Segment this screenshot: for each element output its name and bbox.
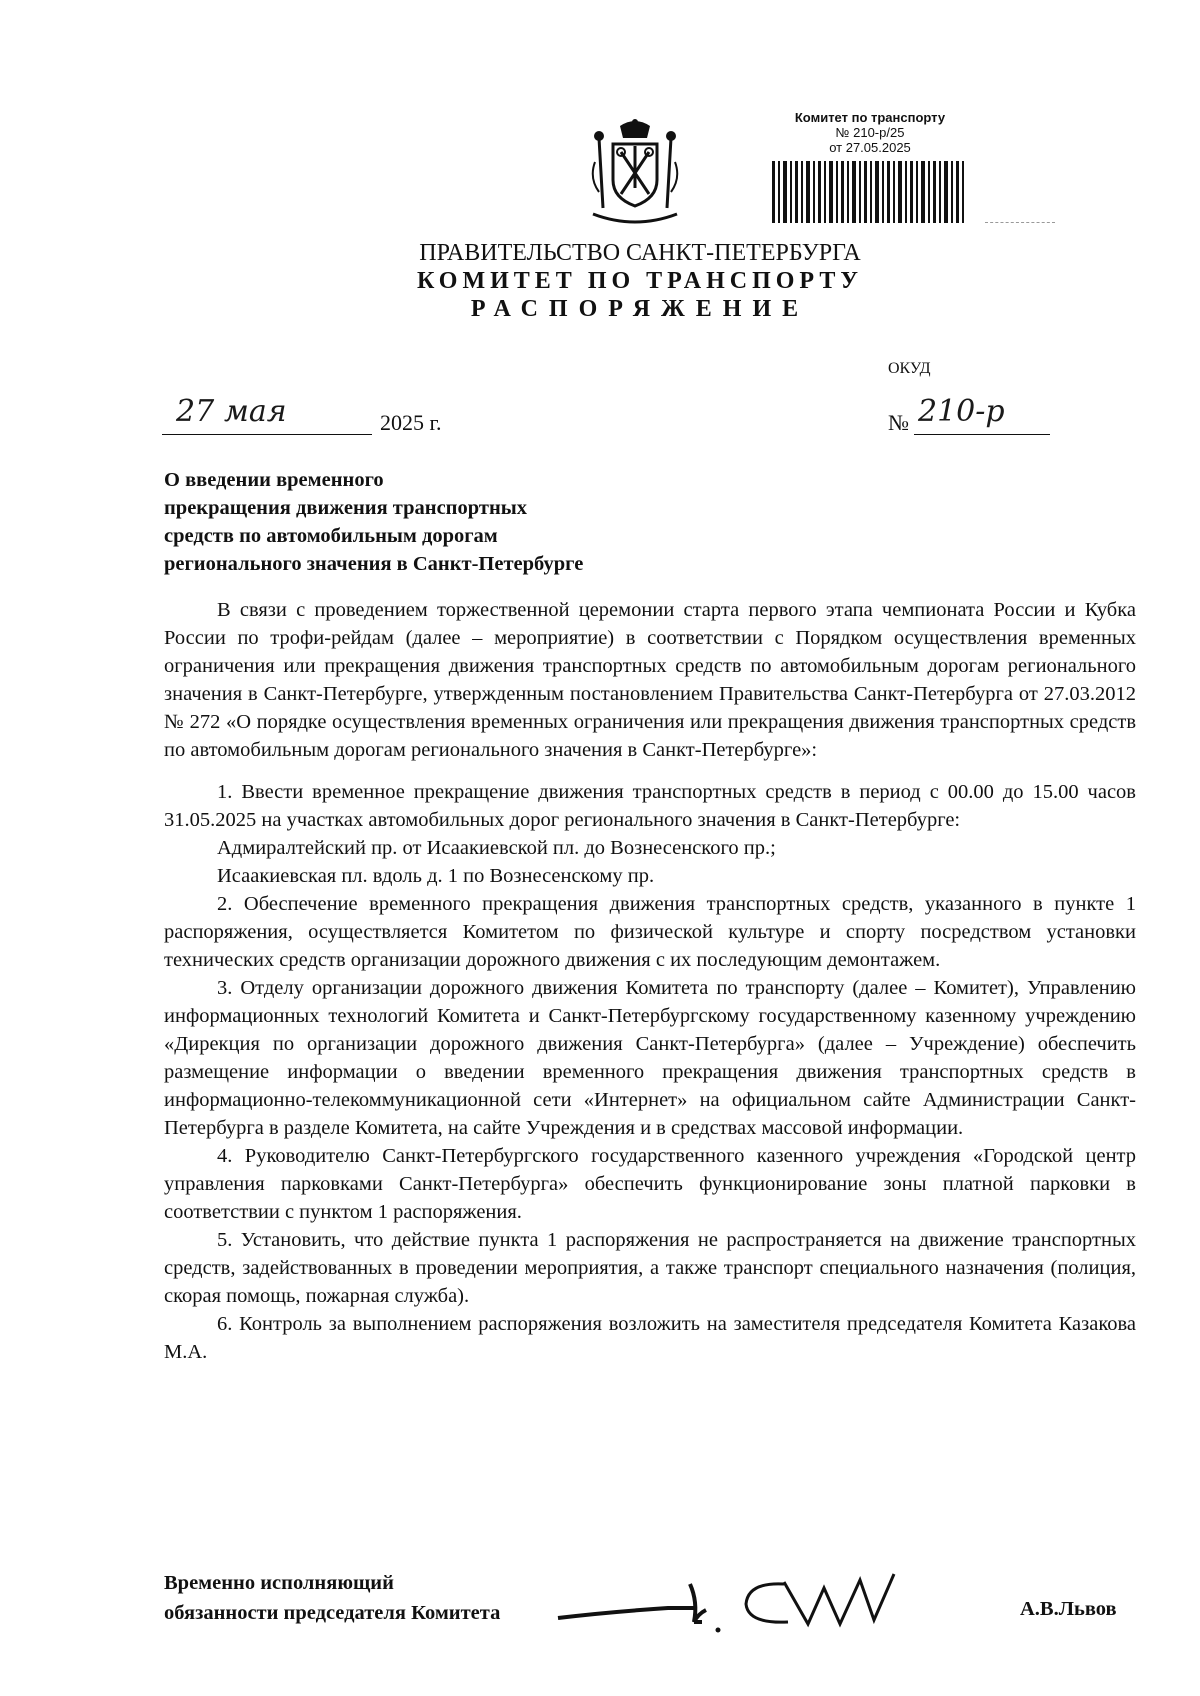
item-4: 4. Руководителю Санкт-Петербургского государственного казенного учреждения «Городской центр управления парковками Санкт-Петербурга» обеспечить функционирование зоны платной парковки в соответствии с пунктом 1 распоряжения. <box>164 1145 1136 1223</box>
item-6: 6. Контроль за выполнением распоряжения возложить на заместителя председателя Комитета Казакова М.А. <box>164 1313 1136 1363</box>
stamp-org: Комитет по транспорту <box>794 110 946 125</box>
stamp-date: от 27.05.2025 <box>829 140 911 155</box>
stamp-divider <box>985 222 1055 223</box>
year-label: 2025 г. <box>380 410 442 435</box>
document-type: РАСПОРЯЖЕНИЕ <box>470 296 810 322</box>
date-month-handwritten: мая <box>224 394 287 429</box>
document-body <box>164 596 1136 1366</box>
okud-label: ОКУД <box>888 360 931 377</box>
date-day-handwritten: 27 <box>176 394 215 429</box>
number-sign: № <box>888 410 909 435</box>
document-title <box>164 466 724 578</box>
title-line: О введении временного <box>164 469 384 491</box>
signatory-position <box>164 1568 500 1628</box>
handwritten-signature <box>548 1562 968 1642</box>
title-line: регионального значения в Санкт-Петербурге <box>164 553 584 575</box>
registration-stamp <box>770 110 990 223</box>
item-3: 3. Отделу организации дорожного движения Комитета по транспорту (далее – Комитет), Управлению информационных технологий Комитета и Санкт-Петербургскому государственному казенному учреждению «Дирекция по организации дорожного движения Санкт-Петербурга» (далее – Учреждение) обеспечить размещение информации о введении временного прекращения движения транспортных средств в информационно-телекоммуникационной сети «Интернет» на официальном сайте Администрации Санкт-Петербурга в разделе Комитета, на сайте Учреждения и в средствах массовой информации. <box>164 977 1136 1139</box>
signatory-position-line: Временно исполняющий <box>164 1572 394 1594</box>
document-number-handwritten: 210-р <box>918 394 1005 429</box>
preamble-paragraph: В связи с проведением торжественной церемонии старта первого этапа чемпионата России и Кубка России по трофи-рейдам (далее – мероприятие) в соответствии с Порядком осуществления временных ограничения или прекращения движения транспортных средств по автомобильным дорогам регионального значения в Санкт-Петербурге, утвержденным постановлением Правительства Санкт-Петербурга от 27.03.2012 № 272 «О порядке осуществления временных ограничения или прекращения движения транспортных средств по автомобильным дорогам регионального значения в Санкт-Петербурге»: <box>164 599 1136 761</box>
number-underline <box>914 434 1050 435</box>
coat-of-arms-emblem <box>585 118 685 230</box>
signatory-position-line: обязанности председателя Комитета <box>164 1602 501 1624</box>
barcode <box>770 161 980 223</box>
government-title: ПРАВИТЕЛЬСТВО САНКТ-ПЕТЕРБУРГА <box>419 240 861 266</box>
signatory-name: А.В.Львов <box>1020 1598 1117 1620</box>
committee-title: КОМИТЕТ ПО ТРАНСПОРТУ <box>417 268 863 294</box>
stamp-number: № 210-р/25 <box>835 125 905 140</box>
date-underline <box>162 434 372 435</box>
item-2: 2. Обеспечение временного прекращения движения транспортных средств, указанного в пункте 1 распоряжения, осуществляется Комитетом по физической культуре и спорту посредством установки технических средств организации дорожного движения с их последующим демонтажем. <box>164 893 1136 971</box>
item-1-road-2: Исаакиевская пл. вдоль д. 1 по Вознесенскому пр. <box>217 865 655 887</box>
item-1-road-1: Адмиралтейский пр. от Исаакиевской пл. до Вознесенского пр.; <box>217 837 776 859</box>
item-5: 5. Установить, что действие пункта 1 распоряжения не распространяется на движение транспортных средств, задействованных в проведении мероприятия, а также транспорт специального назначения (полиция, скорая помощь, пожарная служба). <box>164 1229 1136 1307</box>
item-1: 1. Ввести временное прекращение движения транспортных средств в период с 00.00 до 15.00 часов 31.05.2025 на участках автомобильных дорог регионального значения в Санкт-Петербурге: <box>164 781 1136 831</box>
title-line: прекращения движения транспортных <box>164 497 528 519</box>
title-line: средств по автомобильным дорогам <box>164 525 498 547</box>
